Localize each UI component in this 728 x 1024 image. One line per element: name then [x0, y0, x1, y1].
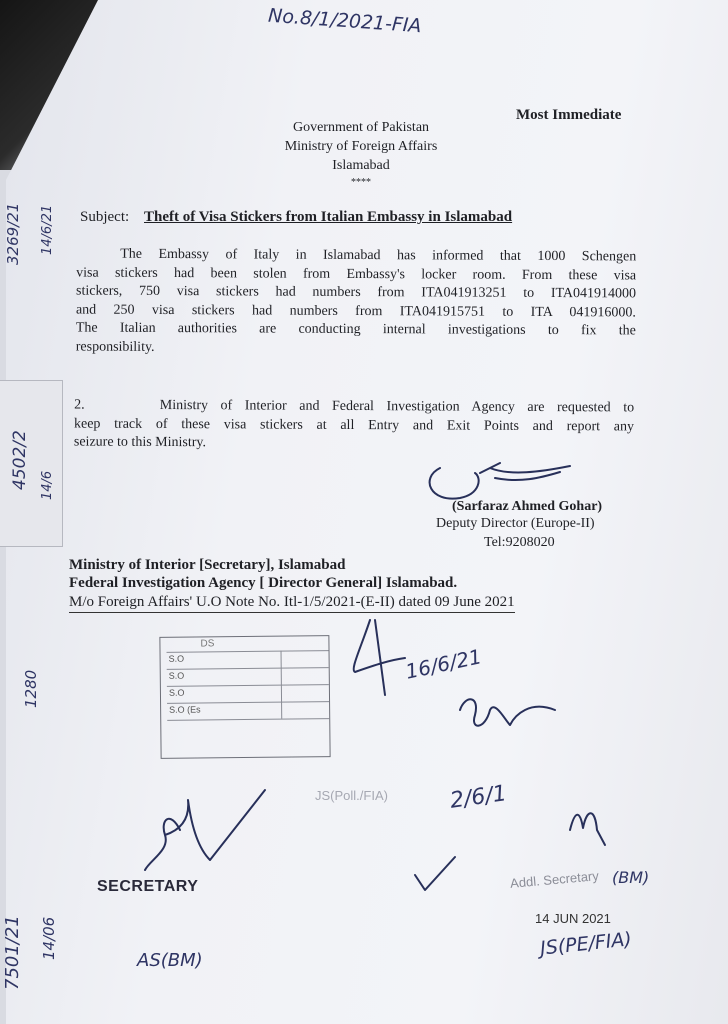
header-government: Government of Pakistan: [292, 120, 430, 135]
routing-stamp: [159, 635, 330, 759]
handwritten-date-2: 2/6/1: [448, 781, 509, 814]
left-top-date: 14/6/21: [40, 204, 55, 255]
paragraph-1-line: and 250 visa stickers had numbers from ITA041915751 to ITA 041916000.: [75, 302, 636, 320]
recipient-interior: Ministry of Interior [Secretary], Islamabad: [69, 557, 346, 573]
subject-title: Theft of Visa Stickers from Italian Embassy in Islamabad: [144, 209, 513, 225]
stamp-side-number: 1280: [22, 669, 40, 708]
signatory-tel: Tel:9208020: [484, 535, 555, 550]
left-bottom-date: 14/06: [40, 916, 58, 960]
left-top-number: 3269/21: [4, 202, 22, 265]
paragraph-1-line: visa stickers had been stolen from Embassy's locker room. From these visa: [76, 265, 637, 283]
secretary-signature: [140, 790, 270, 880]
received-date-stamp: 14 JUN 2021: [535, 911, 611, 926]
signatory-name: (Sarfaraz Ahmed Gohar): [452, 499, 603, 514]
left-mid-number: 4502/2: [10, 430, 30, 490]
js-fia-annotation: JS(PE/FIA): [539, 928, 633, 960]
stamp-row: [167, 650, 329, 664]
as-bm-annotation: AS(BM): [137, 950, 203, 971]
stamp-row-label: S.O: [168, 687, 185, 698]
paragraph-1-line: The Embassy of Italy in Islamabad has informed that 1000 Schengen: [120, 246, 637, 265]
stamp-row-label: S.O (Es: [169, 704, 201, 715]
paragraph-1-line: stickers, 750 visa stickers had numbers from ITA041913251 to ITA041914000: [76, 283, 637, 302]
bm-annotation: (BM): [612, 868, 650, 887]
signatory-designation: Deputy Director (Europe-II): [436, 516, 595, 531]
paragraph-2: [74, 397, 634, 455]
stamp-row: [167, 684, 329, 698]
secretary-stamp: SECRETARY: [97, 878, 199, 895]
header-ministry: Ministry of Foreign Affairs: [284, 139, 438, 154]
file-number: No.8/1/2021-FIA: [267, 4, 423, 38]
priority-label: Most Immediate: [516, 107, 622, 123]
paragraph-2-line: 2. Ministry of Interior and Federal Investigation Agency are requested to: [74, 397, 635, 416]
stamp-row: [167, 718, 329, 721]
addl-secretary-stamp: Addl. Secretary: [509, 868, 600, 891]
paragraph-1-line: responsibility.: [75, 339, 155, 355]
js-poll-fia-stamp: JS(Poll./FIA): [315, 788, 388, 803]
stamp-title: DS: [200, 638, 215, 650]
checkmark-icon: [410, 855, 460, 895]
stamp-row: [167, 667, 329, 681]
paragraph-1: [76, 246, 637, 360]
pen-stroke-annotation: [345, 610, 425, 700]
initials-scribble: [455, 690, 565, 750]
header-stars: ****: [351, 177, 371, 188]
paragraph-1-line: The Italian authorities are conducting internal investigations to fix the: [75, 320, 636, 339]
left-bottom-number: 7501/21: [2, 915, 23, 990]
subject-label: Subject:: [80, 209, 130, 225]
left-mid-date: 14/6: [40, 470, 55, 500]
m-initial-scribble: [565, 800, 615, 850]
stamp-row-label: S.O: [168, 670, 185, 681]
stamp-row-label: S.O: [168, 653, 185, 664]
recipient-fia: Federal Investigation Agency [ Director General] Islamabad.: [69, 575, 458, 591]
paragraph-2-line: keep track of these visa stickers at all Entry and Exit Points and report any: [73, 416, 635, 434]
paragraph-2-line: seizure to this Ministry.: [73, 434, 207, 451]
stamp-row: [167, 701, 329, 715]
handwritten-date-1: 16/6/21: [403, 644, 484, 684]
header-city: Islamabad: [332, 158, 390, 173]
uo-note: M/o Foreign Affairs' U.O Note No. Itl-1/5/2021-(E-II) dated 09 June 2021: [69, 594, 515, 613]
